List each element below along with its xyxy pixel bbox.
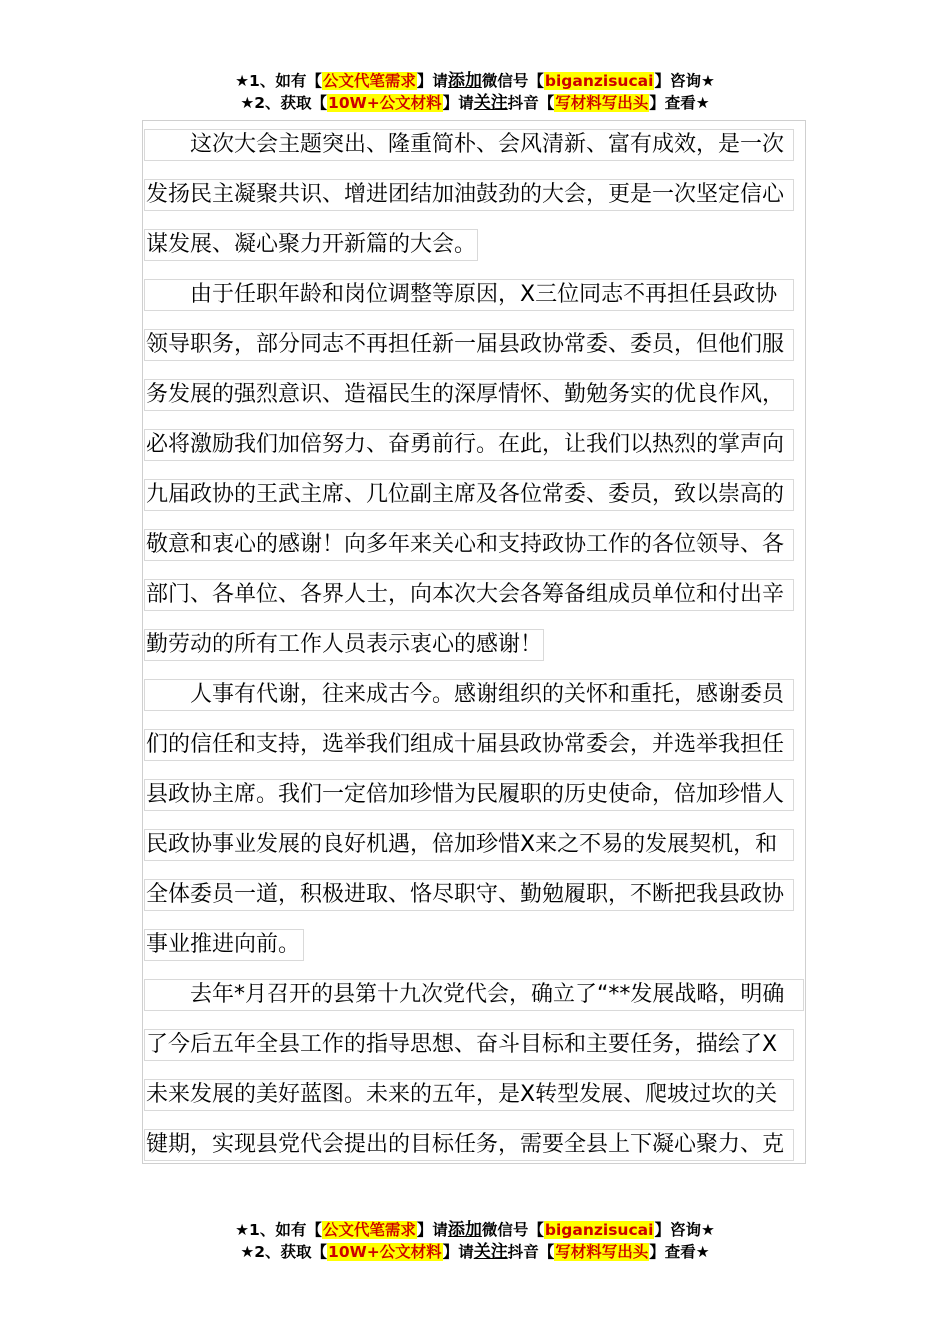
- banner-text: 】咨询★: [654, 1221, 715, 1239]
- text-line: 必将激励我们加倍努力、奋勇前行。在此，让我们以热烈的掌声向: [144, 429, 794, 461]
- banner-text: 】请: [416, 1221, 448, 1239]
- text-line: 键期，实现县党代会提出的目标任务，需要全县上下凝心聚力、克: [144, 1129, 794, 1161]
- banner-text: 微信号【: [481, 72, 544, 90]
- banner-text: ★2、获取【: [240, 94, 328, 112]
- banner-text: 抖音【: [507, 94, 555, 112]
- banner-text: ★1、如有【: [235, 72, 322, 90]
- douyin-account: 写材料写出头: [555, 94, 649, 112]
- text-line: 县政协主席。我们一定倍加珍惜为民履职的历史使命，倍加珍惜人: [144, 779, 794, 811]
- banner-text: 】请: [442, 1243, 474, 1261]
- banner-highlight: 公文代笔需求: [322, 1221, 416, 1239]
- banner-text: ★2、获取【: [240, 1243, 328, 1261]
- banner-text: ★1、如有【: [235, 1221, 322, 1239]
- text-line: 民政协事业发展的良好机遇，倍加珍惜X来之不易的发展契机，和: [144, 829, 794, 861]
- banner-text: 】查看★: [649, 94, 710, 112]
- banner-highlight: 公文代笔需求: [322, 72, 416, 90]
- text-line: 们的信任和支持，选举我们组成十届县政协常委会，并选举我担任: [144, 729, 794, 761]
- banner-line-1: [0, 1219, 950, 1241]
- banner-highlight: 10W+公文材料: [328, 1243, 442, 1261]
- text-line: 勤劳动的所有工作人员表示衷心的感谢！: [144, 629, 544, 661]
- banner-text: 】请: [442, 94, 474, 112]
- banner-text: 抖音【: [507, 1243, 555, 1261]
- text-line: 发扬民主凝聚共识、增进团结加油鼓劲的大会，更是一次坚定信心: [144, 179, 794, 211]
- banner-line-2: [0, 1241, 950, 1263]
- text-line: 全体委员一道，积极进取、恪尽职守、勤勉履职，不断把我县政协: [144, 879, 794, 911]
- text-line: 敬意和衷心的感谢！向多年来关心和支持政协工作的各位领导、各: [144, 529, 794, 561]
- text-line: 了今后五年全县工作的指导思想、奋斗目标和主要任务，描绘了X: [144, 1029, 794, 1061]
- banner-underline: 关注: [473, 93, 508, 113]
- banner-underline: 添加: [447, 1220, 482, 1240]
- wechat-id: biganzisucai: [544, 72, 654, 90]
- text-line: 去年*月召开的县第十九次党代会，确立了“**发展战略，明确: [144, 979, 804, 1011]
- banner-underline: 添加: [447, 71, 482, 91]
- banner-line-2: [0, 92, 950, 114]
- banner-line-1: [0, 70, 950, 92]
- banner-text: 】请: [416, 72, 448, 90]
- bottom-banner: [0, 1219, 950, 1263]
- text-line: 谋发展、凝心聚力开新篇的大会。: [144, 229, 478, 261]
- banner-text: 】查看★: [649, 1243, 710, 1261]
- text-line: 未来发展的美好蓝图。未来的五年，是X转型发展、爬坡过坎的关: [144, 1079, 794, 1111]
- text-line: 领导职务，部分同志不再担任新一届县政协常委、委员，但他们服: [144, 329, 794, 361]
- douyin-account: 写材料写出头: [555, 1243, 649, 1261]
- banner-underline: 关注: [473, 1242, 508, 1262]
- text-line: 务发展的强烈意识、造福民生的深厚情怀、勤勉务实的优良作风，: [144, 379, 794, 411]
- banner-text: 微信号【: [481, 1221, 544, 1239]
- text-line: 人事有代谢，往来成古今。感谢组织的关怀和重托，感谢委员: [144, 679, 794, 711]
- text-line: 部门、各单位、各界人士，向本次大会各筹备组成员单位和付出辛: [144, 579, 794, 611]
- banner-highlight: 10W+公文材料: [328, 94, 442, 112]
- wechat-id: biganzisucai: [544, 1221, 654, 1239]
- text-line: 这次大会主题突出、隆重简朴、会风清新、富有成效，是一次: [144, 129, 794, 161]
- top-banner: [0, 70, 950, 114]
- text-line: 九届政协的王武主席、几位副主席及各位常委、委员，致以崇高的: [144, 479, 794, 511]
- text-line: 事业推进向前。: [144, 929, 304, 961]
- text-line: 由于任职年龄和岗位调整等原因，X三位同志不再担任县政协: [144, 279, 794, 311]
- banner-text: 】咨询★: [654, 72, 715, 90]
